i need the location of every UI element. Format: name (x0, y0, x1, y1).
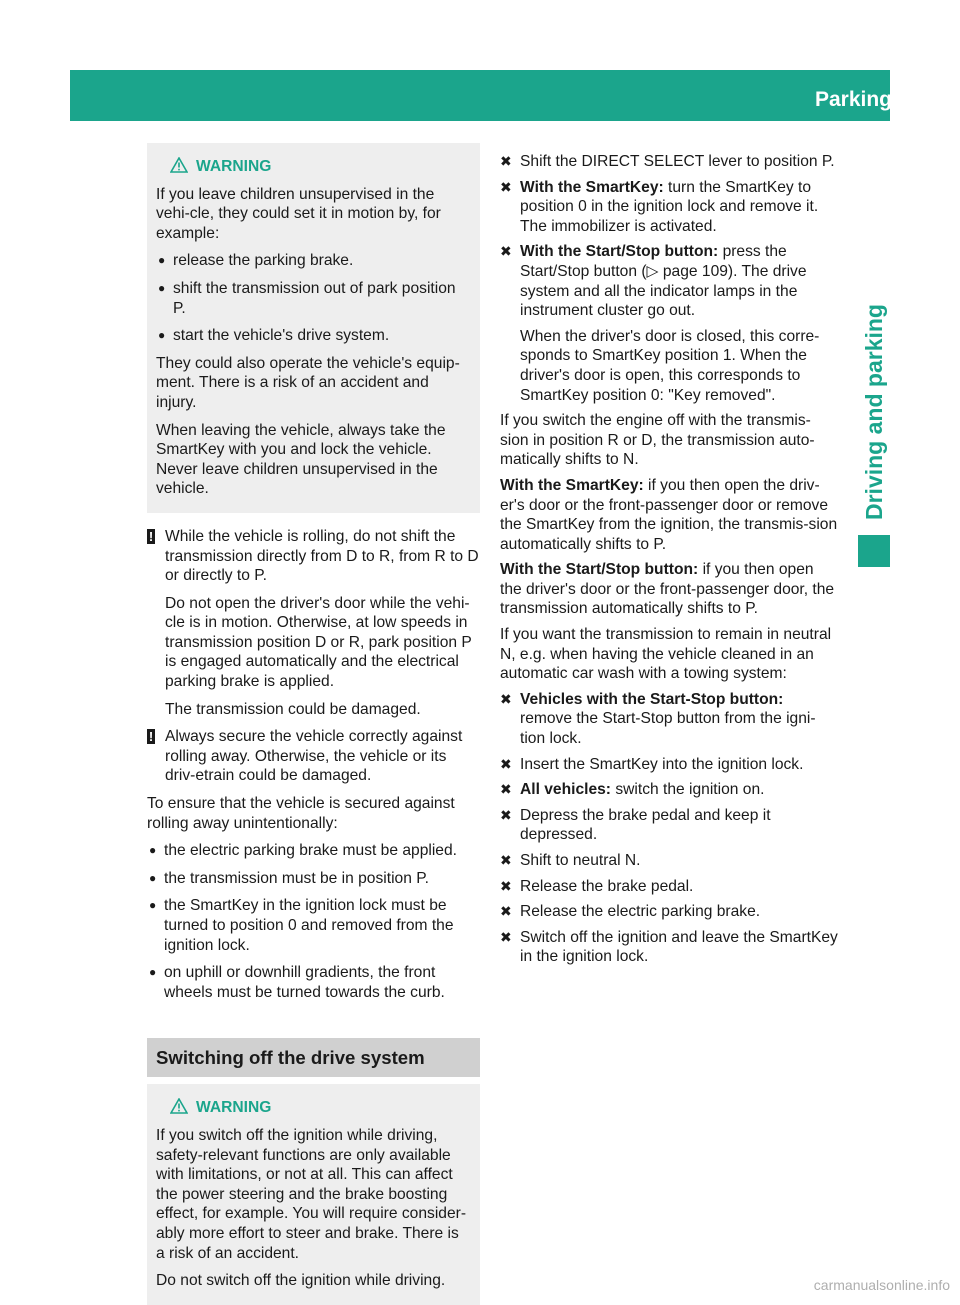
step-arrow-icon: ✖ (500, 781, 512, 798)
list-item: ● start the vehicle's drive system. (158, 327, 390, 345)
warning-text: If you switch off the ignition while driving, safety-relevant functions are only available with limitations, or not at all. This can affect the power steering and the brake boosting effect, for example. You will require consider-ably more effort to steer and brake. There is a risk of an accident. (156, 1126, 467, 1262)
step-arrow-icon: ✖ (500, 806, 512, 823)
bullet-icon: ● (158, 328, 166, 343)
left-column (147, 143, 480, 1305)
step-arrow-icon: ✖ (500, 928, 512, 945)
step: ✖ With the Start/Stop button: press the Start/Stop button (▷ page 109). The drive system and all the indicator lamps in the instrument cluster go out. When the driver's door is closed, this corre-sponds to SmartKey position 1. When the driver's door is open, this corresponds to SmartKey position 0: "Key removed". (500, 242, 838, 405)
note-text: Always secure the vehicle correctly against rolling away. Otherwise, the vehicle or its driv-etrain could be damaged. (165, 728, 463, 785)
step: ✖ Release the electric parking brake. (500, 903, 761, 921)
paragraph: To ensure that the vehicle is secured against rolling away unintentionally: (147, 795, 455, 832)
note-text: The transmission could be damaged. (165, 700, 421, 718)
bullet-icon: ● (158, 253, 166, 268)
warning-text: Do not switch off the ignition while driving. (156, 1272, 446, 1290)
watermark: carmanualsonline.info (813, 1277, 950, 1293)
warning-text: If you leave children unsupervised in the vehi-cle, they could set it in motion by, for example: (156, 185, 441, 242)
page-header (70, 70, 948, 121)
step-arrow-icon: ✖ (500, 903, 512, 920)
bullet-icon: ● (149, 898, 157, 913)
warning-title: WARNING (196, 1099, 272, 1117)
paragraph: With the Start/Stop button: if you then open the driver's door or the front-passenger door, the transmission automatically shifts to P. (500, 561, 835, 618)
step-arrow-icon: ✖ (500, 852, 512, 868)
step-arrow-icon: ✖ (500, 877, 512, 894)
warning-icon (170, 1098, 188, 1114)
bullet-icon: ● (149, 843, 157, 858)
step: ✖ Shift to neutral N. (500, 852, 641, 869)
exclamation-icon: ! (148, 729, 154, 745)
warning-box (147, 1084, 480, 1304)
note (147, 527, 480, 719)
side-tab-marker (858, 535, 890, 567)
right-column (500, 152, 838, 973)
warning-box (147, 143, 480, 513)
warning-icon (170, 157, 188, 173)
step: ✖ Vehicles with the Start-Stop button: remove the Start-Stop button from the igni-tion lock. (500, 690, 816, 748)
bullet-icon: ● (158, 280, 166, 295)
step: ✖ With the SmartKey: turn the SmartKey to position 0 in the ignition lock and remove it. The immobilizer is activated. (500, 178, 819, 235)
paragraph: If you want the transmission to remain in neutral N, e.g. when having the vehicle cleaned in an automatic car wash with a towing system: (500, 626, 832, 683)
exclamation-icon: ! (148, 528, 154, 544)
note-text: While the vehicle is rolling, do not shift the transmission directly from D to R, from R to D or directly to P. (165, 527, 479, 585)
step: ✖ Switch off the ignition and leave the SmartKey in the ignition lock. (500, 928, 838, 966)
note-text: Do not open the driver's door while the vehi-cle is in motion. Otherwise, at low speeds in transmission position D or R, park position P is engaged automatically and the electrical parking brake is applied. (165, 594, 472, 691)
step: ✖ Release the brake pedal. (500, 877, 694, 895)
step-continuation: When the driver's door is closed, this corre-sponds to SmartKey position 1. When the driver's door is open, this corresponds to SmartKey position 0: "Key removed". (520, 327, 820, 404)
list-item: ● the electric parking brake must be applied. (149, 842, 457, 860)
step: ✖ Shift the DIRECT SELECT lever to position P. (500, 153, 835, 170)
bullet-icon: ● (149, 870, 157, 885)
step: ✖ Depress the brake pedal and keep it depressed. (500, 806, 771, 844)
section-heading: Switching off the drive system (147, 1038, 480, 1077)
step-arrow-icon: ✖ (500, 243, 512, 260)
chapter-title: Parking (814, 88, 892, 111)
warning-text: When leaving the vehicle, always take the SmartKey with you and lock the vehicle. Never leave children unsupervised in the vehicle. (156, 421, 446, 498)
step: ✖ Insert the SmartKey into the ignition lock. (500, 755, 804, 773)
step-arrow-icon: ✖ (500, 690, 512, 707)
step-arrow-icon: ✖ (500, 755, 512, 772)
bullet-icon: ● (149, 965, 157, 980)
note (147, 727, 480, 786)
side-tab-label: Driving and parking (861, 304, 887, 520)
step: ✖ All vehicles: switch the ignition on. (500, 781, 765, 799)
paragraph: With the SmartKey: if you then open the driv-er's door or the front-passenger door or remove the SmartKey from the ignition, the transmis-sion automatically shifts to P. (500, 476, 838, 553)
step-arrow-icon: ✖ (500, 178, 512, 195)
list-item: ● on uphill or downhill gradients, the front wheels must be turned towards the curb. (149, 964, 445, 1001)
warning-title: WARNING (196, 158, 272, 175)
paragraph: If you switch the engine off with the transmis-sion in position R or D, the transmission auto-matically shifts to N. (500, 412, 815, 469)
list-item: ● the transmission must be in position P. (149, 869, 429, 887)
list-item: ● release the parking brake. (158, 252, 354, 270)
step-arrow-icon: ✖ (500, 153, 512, 169)
list-item: ● shift the transmission out of park position P. (158, 279, 456, 317)
page-number: 129 (916, 89, 948, 110)
list-item: ● the SmartKey in the ignition lock must be turned to position 0 and removed from the ignition lock. (149, 897, 454, 954)
warning-text: They could also operate the vehicle's equip-ment. There is a risk of an accident and injury. (156, 354, 460, 411)
